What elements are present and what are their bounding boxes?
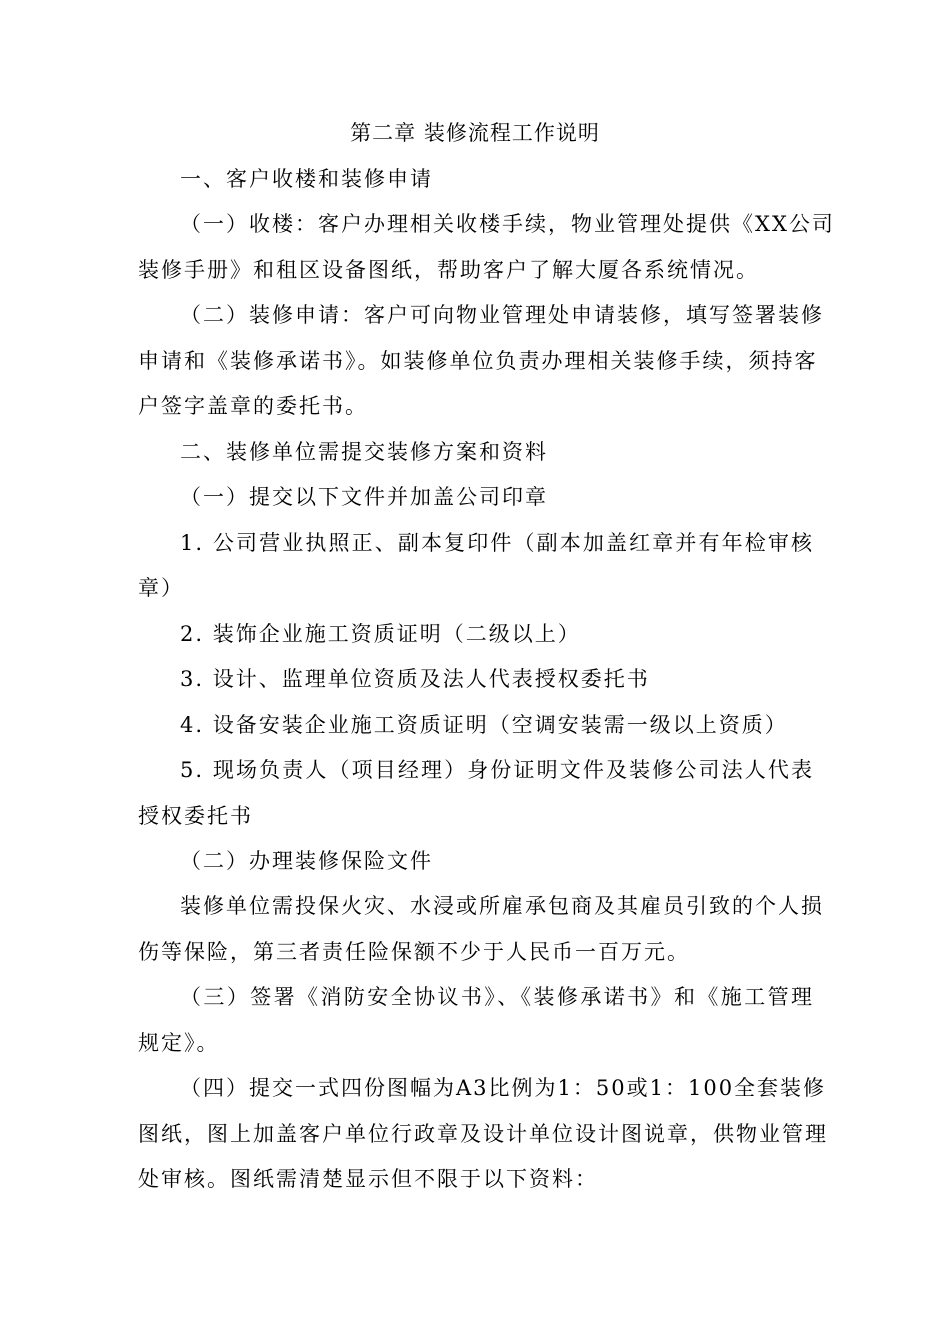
- list-item-continuation: 授权委托书: [138, 804, 253, 828]
- paragraph-line: 图纸，图上加盖客户单位行政章及设计单位设计图说章，供物业管理: [138, 1122, 828, 1146]
- section-heading: 二、装修单位需提交装修方案和资料: [180, 440, 548, 464]
- chapter-title: 第二章 装修流程工作说明: [350, 121, 600, 145]
- section-heading: 一、客户收楼和装修申请: [180, 167, 433, 191]
- list-item: 3. 设计、监理单位资质及法人代表授权委托书: [180, 667, 650, 691]
- paragraph-line: （四）提交一式四份图幅为A3比例为1：50或1：100全套装修: [180, 1076, 827, 1100]
- paragraph-line: 户签字盖章的委托书。: [138, 394, 368, 418]
- list-item: 5. 现场负责人（项目经理）身份证明文件及装修公司法人代表: [180, 758, 814, 782]
- paragraph-line: （三）签署《消防安全协议书》、《装修承诺书》和《施工管理: [180, 985, 814, 1009]
- paragraph-line: 伤等保险，第三者责任险保额不少于人民币一百万元。: [138, 940, 690, 964]
- paragraph-line: 处审核。图纸需清楚显示但不限于以下资料：: [138, 1167, 598, 1191]
- list-item-continuation: 章）: [138, 576, 184, 600]
- paragraph-line: 装修手册》和租区设备图纸，帮助客户了解大厦各系统情况。: [138, 258, 759, 282]
- subsection-heading: （二）办理装修保险文件: [180, 849, 433, 873]
- paragraph-line: 申请和《装修承诺书》。如装修单位负责办理相关装修手续，须持客: [138, 349, 818, 373]
- paragraph-line: （一）收楼：客户办理相关收楼手续，物业管理处提供《XX公司: [180, 212, 835, 236]
- paragraph-line: 规定》。: [138, 1031, 220, 1055]
- subsection-heading: （一）提交以下文件并加盖公司印章: [180, 485, 548, 509]
- paragraph-line: 装修单位需投保火灾、水浸或所雇承包商及其雇员引致的个人损: [180, 894, 824, 918]
- list-item: 2. 装饰企业施工资质证明（二级以上）: [180, 622, 581, 646]
- list-item: 4. 设备安装企业施工资质证明（空调安装需一级以上资质）: [180, 713, 788, 737]
- list-item: 1. 公司营业执照正、副本复印件（副本加盖红章并有年检审核: [180, 531, 814, 555]
- paragraph-line: （二）装修申请：客户可向物业管理处申请装修，填写签署装修: [180, 303, 824, 327]
